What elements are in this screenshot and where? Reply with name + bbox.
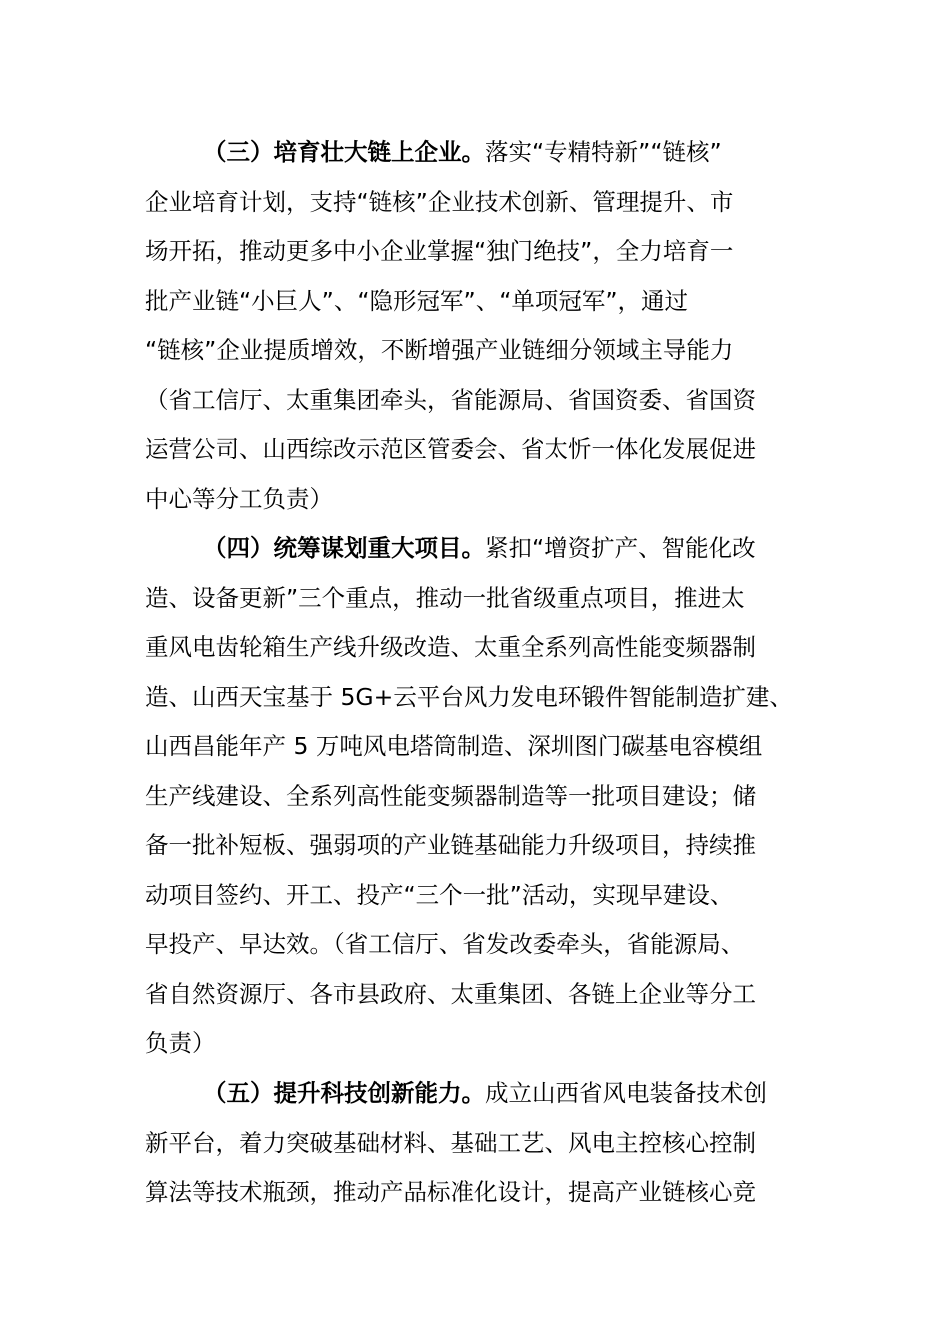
section-4-line-4: 造、山西天宝基于 5G+云平台风力发电环锻件智能制造扩建、: [145, 682, 793, 711]
section-4-line-3: 重风电齿轮箱生产线升级改造、太重全系列高性能变频器制: [145, 633, 756, 661]
section-3-line-7: 运营公司、山西综改示范区管委会、省太忻一体化发展促进: [145, 435, 756, 463]
section-4-line-2: 造、设备更新”三个重点，推动一批省级重点项目，推进太: [145, 583, 745, 612]
section-4-line-11: 负责）: [145, 1029, 216, 1057]
section-3-text: 落实“专精特新”“链核”: [485, 138, 722, 166]
section-3-line-6: （省工信厅、太重集团牵头，省能源局、省国资委、省国资: [145, 385, 756, 414]
section-3-line-8: 中心等分工负责）: [145, 484, 333, 513]
section-4-line-6: 生产线建设、全系列高性能变频器制造等一批项目建设；储: [145, 781, 756, 810]
section-4-line-9: 早投产、早达效。（省工信厅、省发改委牵头，省能源局、: [145, 930, 745, 958]
section-4-line-5: 山西昌能年产 5 万吨风电塔筒制造、深圳图门碳基电容模组: [145, 732, 763, 760]
section-3-heading: （三）培育壮大链上企业。: [203, 138, 485, 166]
section-5-text: 成立山西省风电装备技术创: [485, 1079, 767, 1107]
section-5-paragraph: [145, 1069, 825, 1218]
section-5-line-3: 算法等技术瓶颈，推动产品标准化设计，提高产业链核心竞: [145, 1178, 756, 1206]
section-3-line-5: “链核”企业提质增效，不断增强产业链细分领域主导能力: [145, 336, 734, 364]
section-3-line-3: 场开拓，推动更多中小企业掌握“独门绝技”，全力培育一: [145, 237, 734, 265]
section-3-line-2: 企业培育计划，支持“链核”企业技术创新、管理提升、市: [145, 187, 734, 216]
section-4-heading: （四）统筹谋划重大项目。: [203, 534, 485, 562]
section-3-line-4: 批产业链“小巨人”、“隐形冠军”、“单项冠军”，通过: [145, 286, 689, 315]
section-3-line-1: [145, 128, 825, 178]
section-4-text: 紧扣“增资扩产、智能化改: [485, 534, 756, 562]
section-4-line-7: 备一批补短板、强弱项的产业链基础能力升级项目，持续推: [145, 831, 756, 859]
section-4-line-10: 省自然资源厅、各市县政府、太重集团、各链上企业等分工: [145, 979, 756, 1008]
section-5-line-1: [145, 1069, 825, 1119]
section-4-line-8: 动项目签约、开工、投产“三个一批”活动，实现早建设、: [145, 880, 734, 909]
section-5-line-2: 新平台，着力突破基础材料、基础工艺、风电主控核心控制: [145, 1128, 756, 1157]
section-4-paragraph: [145, 524, 825, 1069]
section-4-line-1: [145, 524, 825, 574]
section-5-heading: （五）提升科技创新能力。: [203, 1079, 485, 1107]
section-3-paragraph: [145, 128, 825, 524]
